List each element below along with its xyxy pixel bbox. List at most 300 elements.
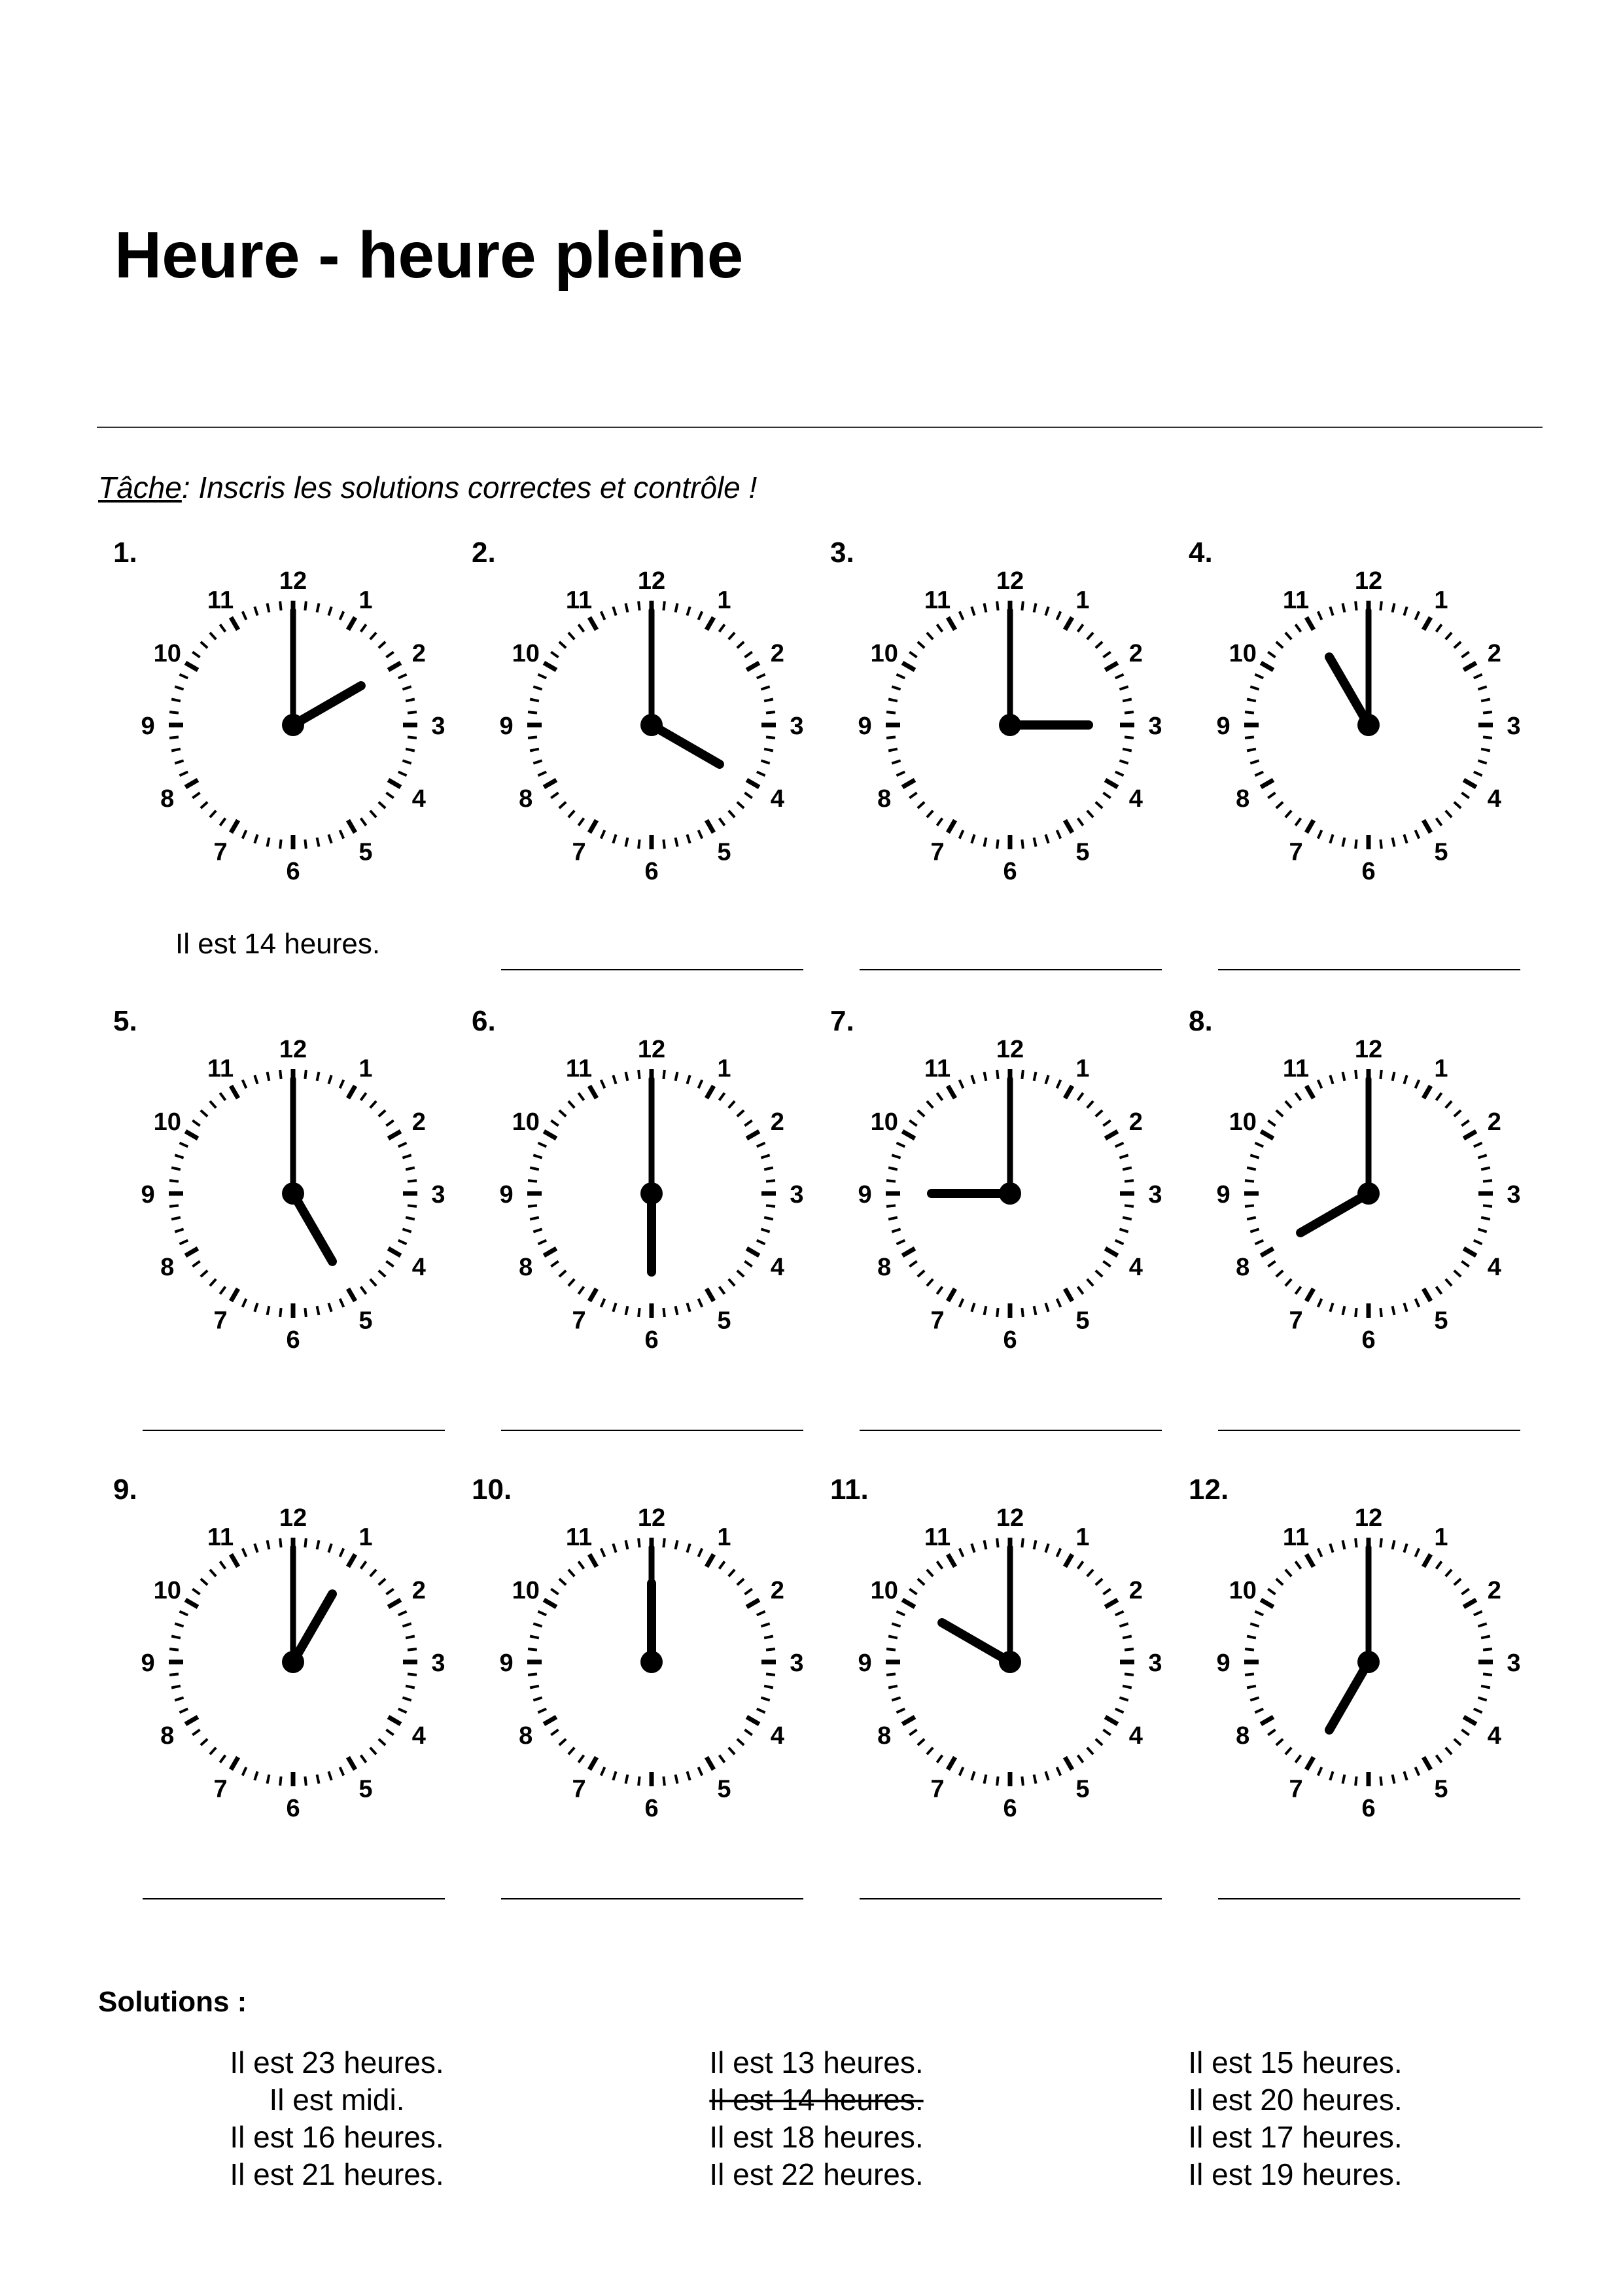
clock-hour-tick — [544, 1600, 556, 1607]
answer-line[interactable] — [1218, 1430, 1520, 1431]
clock-hour-tick — [1423, 1288, 1431, 1301]
clock-minute-tick — [1343, 838, 1345, 847]
clock-minute-tick — [960, 1548, 964, 1557]
answer-line[interactable] — [860, 1898, 1162, 1899]
clock-hour-tick — [231, 1554, 238, 1566]
clock-minute-tick — [568, 811, 574, 817]
clock-minute-tick — [1045, 1771, 1048, 1780]
clock-minute-tick — [937, 624, 942, 631]
clock-minute-tick — [892, 1155, 900, 1157]
clock-minute-tick — [1474, 675, 1482, 679]
clock-minute-tick — [379, 802, 385, 808]
clock-minute-tick — [254, 1075, 257, 1084]
clock-minute-tick — [601, 830, 605, 839]
clock-hour-tick — [185, 1248, 198, 1256]
clock-face — [143, 1498, 444, 1826]
clock-minute-tick — [1343, 603, 1345, 612]
clock-hour-tick — [948, 617, 955, 629]
clock-hour-tick — [1261, 780, 1273, 787]
clock-minute-tick — [626, 1072, 628, 1081]
clock-numeral: 11 — [1282, 1055, 1310, 1083]
clock-numeral: 9 — [141, 1650, 155, 1677]
clock-minute-tick — [1125, 1205, 1134, 1206]
clock-minute-tick — [1404, 834, 1406, 843]
clock-minute-tick — [551, 1729, 558, 1735]
clock-hour-tick — [1306, 1757, 1314, 1769]
clock-minute-tick — [971, 1771, 974, 1780]
clock-numeral: 8 — [160, 785, 175, 813]
clock-minute-tick — [578, 1093, 584, 1100]
clock-minute-tick — [210, 633, 216, 639]
clock-minute-tick — [379, 1579, 385, 1585]
clock-minute-tick — [737, 1110, 744, 1116]
clock-numeral: 1 — [1434, 1523, 1448, 1551]
clock-numeral: 11 — [565, 1523, 593, 1551]
clock-minute-tick — [340, 830, 344, 839]
clock-center — [282, 1651, 304, 1673]
clock-minute-tick — [1474, 1143, 1482, 1147]
clock-minute-tick — [370, 1570, 376, 1576]
clock-minute-tick — [398, 675, 407, 679]
clock-minute-tick — [559, 802, 566, 808]
clock-minute-tick — [171, 1636, 181, 1638]
clock-minute-tick — [243, 611, 247, 620]
clock-center — [1357, 714, 1380, 736]
clock-numeral: 12 — [996, 1036, 1024, 1063]
clock-minute-tick — [578, 1755, 584, 1762]
clock-minute-tick — [551, 1261, 558, 1266]
clock-minute-tick — [719, 1286, 724, 1294]
clock-minute-tick — [757, 772, 765, 776]
clock-minute-tick — [280, 601, 281, 610]
clock-minute-tick — [1057, 611, 1061, 620]
solution-item-used: Il est 14 heures. — [709, 2083, 924, 2117]
clock-hour-tick — [1065, 1086, 1072, 1098]
clock-minute-tick — [764, 1218, 773, 1220]
clock-numeral: 1 — [717, 586, 731, 614]
clock-numeral: 7 — [572, 1307, 586, 1335]
clock-numeral: 7 — [572, 1775, 586, 1803]
clock-minute-tick — [729, 633, 735, 639]
clock-minute-tick — [243, 1548, 247, 1557]
clock-minute-tick — [1247, 1686, 1256, 1688]
clock-minute-tick — [1250, 1155, 1259, 1157]
clock-minute-tick — [1404, 607, 1406, 615]
clock-minute-tick — [663, 1070, 664, 1079]
clock-minute-tick — [220, 1561, 225, 1568]
clock-minute-tick — [210, 1279, 216, 1286]
clock-numeral: 3 — [1507, 1181, 1521, 1209]
clock-minute-tick — [1103, 1589, 1110, 1594]
clock-minute-tick — [764, 1168, 773, 1170]
clock-minute-tick — [1416, 830, 1420, 839]
clock-hour-tick — [902, 1717, 915, 1724]
clock-numeral: 3 — [1148, 1650, 1162, 1677]
clock-numeral: 8 — [1236, 785, 1250, 813]
clock-numeral: 7 — [930, 838, 945, 866]
clock-minute-tick — [1077, 1286, 1083, 1294]
clock-minute-tick — [175, 760, 183, 763]
clock-numeral: 10 — [512, 640, 540, 667]
clock-minute-tick — [1478, 1155, 1486, 1157]
clock-numeral: 6 — [1003, 1326, 1017, 1354]
clock-minute-tick — [909, 1261, 916, 1266]
clock-minute-tick — [729, 1101, 735, 1108]
clock-minute-tick — [1285, 1279, 1291, 1286]
clock-hour-tick — [388, 1131, 400, 1139]
clock-hour-tick — [589, 1757, 597, 1769]
exercise-number: 7. — [830, 1005, 854, 1037]
clock-numeral: 11 — [924, 1523, 951, 1551]
clock-minute-tick — [687, 1303, 689, 1311]
answer-line[interactable] — [1218, 969, 1520, 970]
clock-hour-tick — [1463, 1600, 1476, 1607]
clock-hour-tick — [1423, 617, 1431, 629]
clock-minute-tick — [764, 749, 773, 751]
clock-minute-tick — [1295, 1561, 1300, 1568]
clock-minute-tick — [757, 1709, 765, 1713]
clock-minute-tick — [699, 1299, 703, 1307]
clock-minute-tick — [528, 1205, 537, 1206]
clock-minute-tick — [1393, 1072, 1395, 1081]
clock-minute-tick — [896, 675, 905, 679]
solution-item: Il est midi. — [269, 2083, 405, 2117]
clock-minute-tick — [1268, 1120, 1275, 1125]
clock-minute-tick — [761, 1697, 769, 1700]
clock-minute-tick — [1461, 792, 1469, 798]
clock-minute-tick — [1436, 1561, 1441, 1568]
clock-numeral: 8 — [160, 1254, 175, 1281]
clock-minute-tick — [1077, 1093, 1083, 1100]
solution-item: Il est 13 heures. — [709, 2045, 924, 2079]
clock-minute-tick — [613, 1075, 616, 1084]
clock-minute-tick — [1343, 1540, 1345, 1549]
clock-minute-tick — [398, 772, 407, 776]
clock-minute-tick — [220, 1093, 225, 1100]
clock-minute-tick — [1125, 712, 1134, 713]
clock-minute-tick — [1318, 1080, 1322, 1088]
clock-minute-tick — [533, 1229, 542, 1231]
exercise-2 — [455, 537, 804, 955]
clock-minute-tick — [317, 1540, 319, 1549]
clock-minute-tick — [971, 607, 974, 615]
clock-numeral: 12 — [996, 567, 1024, 595]
clock-minute-tick — [386, 1729, 393, 1735]
clock-minute-tick — [1295, 1093, 1300, 1100]
clock-numeral: 8 — [519, 1254, 533, 1281]
clock-hour-tick — [902, 780, 915, 787]
clock-minute-tick — [764, 699, 773, 701]
clock-minute-tick — [1481, 1686, 1490, 1688]
clock-hour-tick — [1105, 1600, 1117, 1607]
clock-hour-tick — [388, 1248, 400, 1256]
clock-minute-tick — [613, 607, 616, 615]
clock-minute-tick — [888, 749, 898, 751]
clock-minute-tick — [918, 1271, 924, 1277]
clock-numeral: 11 — [924, 1055, 951, 1083]
clock-numeral: 12 — [1354, 1036, 1383, 1063]
clock-minute-tick — [1247, 1168, 1256, 1170]
clock-minute-tick — [985, 1775, 986, 1784]
clock-minute-tick — [386, 1261, 393, 1266]
clock-minute-tick — [1474, 1709, 1482, 1713]
clock-minute-tick — [1436, 1286, 1441, 1294]
clock-minute-tick — [1454, 1579, 1461, 1585]
clock-minute-tick — [886, 1649, 896, 1650]
exercise-number: 5. — [113, 1005, 137, 1037]
clock-minute-tick — [340, 1548, 344, 1557]
clock-minute-tick — [1103, 1120, 1110, 1125]
clock-minute-tick — [613, 1544, 616, 1552]
clock-minute-tick — [909, 1120, 916, 1125]
answer-line[interactable] — [1218, 1898, 1520, 1899]
clock-minute-tick — [175, 1229, 183, 1231]
clock-minute-tick — [896, 1241, 905, 1245]
clock-hour-tick — [185, 663, 198, 670]
clock-minute-tick — [1276, 1579, 1283, 1585]
clock-minute-tick — [568, 1101, 574, 1108]
answer-line[interactable] — [501, 1430, 803, 1431]
answer-line[interactable] — [501, 969, 803, 970]
clock-numeral: 1 — [1434, 586, 1448, 614]
clock-minute-tick — [268, 603, 270, 612]
hour-hand — [293, 1193, 332, 1262]
clock-numeral: 11 — [565, 586, 593, 614]
clock-minute-tick — [909, 1729, 916, 1735]
clock-minute-tick — [568, 1570, 574, 1576]
clock-minute-tick — [1318, 830, 1322, 839]
clock-minute-tick — [737, 1271, 744, 1277]
hour-hand — [942, 1623, 1010, 1662]
clock-minute-tick — [210, 1748, 216, 1754]
clock-minute-tick — [328, 607, 331, 615]
clock-numeral: 9 — [141, 713, 155, 740]
clock-minute-tick — [530, 1168, 539, 1170]
clock-numeral: 10 — [153, 1108, 181, 1136]
clock-minute-tick — [1255, 675, 1263, 679]
clock-minute-tick — [937, 818, 942, 825]
clock-minute-tick — [626, 603, 628, 612]
clock-minute-tick — [1404, 1544, 1406, 1552]
answer-line[interactable] — [860, 1430, 1162, 1431]
clock-minute-tick — [960, 830, 964, 839]
clock-numeral: 6 — [1003, 858, 1017, 885]
clock-minute-tick — [1330, 1075, 1333, 1084]
clock-minute-tick — [528, 1649, 537, 1650]
clock-minute-tick — [1268, 792, 1275, 798]
clock-minute-tick — [744, 1261, 752, 1266]
clock-numeral: 12 — [637, 1504, 666, 1532]
clock-minute-tick — [892, 1697, 900, 1700]
clock-minute-tick — [888, 1636, 898, 1638]
clock-minute-tick — [757, 1143, 765, 1147]
clock-minute-tick — [1393, 603, 1395, 612]
clock-minute-tick — [578, 1561, 584, 1568]
clock-numeral: 4 — [770, 785, 784, 813]
clock-numeral: 2 — [770, 1108, 784, 1136]
clock-numeral: 12 — [279, 567, 307, 595]
clock-minute-tick — [1454, 1110, 1461, 1116]
clock-minute-tick — [386, 652, 393, 657]
clock-numeral: 5 — [717, 838, 731, 866]
clock-numeral: 5 — [1075, 1775, 1090, 1803]
hour-hand — [293, 686, 361, 725]
clock-minute-tick — [243, 1767, 247, 1776]
clock-minute-tick — [1123, 1686, 1132, 1688]
clock-hour-tick — [948, 1554, 955, 1566]
clock-hour-tick — [707, 1086, 714, 1098]
clock-minute-tick — [169, 1649, 179, 1650]
clock-minute-tick — [268, 1072, 270, 1081]
clock-numeral: 12 — [996, 1504, 1024, 1532]
exercise-12 — [1172, 1474, 1521, 1892]
answer-line[interactable] — [143, 1898, 445, 1899]
answer-line[interactable] — [860, 969, 1162, 970]
clock-numeral: 7 — [213, 1307, 228, 1335]
clock-hour-tick — [1105, 663, 1117, 670]
clock-minute-tick — [601, 1080, 605, 1088]
clock-minute-tick — [1119, 760, 1128, 763]
clock-minute-tick — [1087, 633, 1093, 639]
clock-minute-tick — [340, 611, 344, 620]
clock-numeral: 7 — [1289, 1307, 1303, 1335]
clock-minute-tick — [676, 1540, 678, 1549]
clock-minute-tick — [663, 1308, 664, 1317]
exercise-number: 9. — [113, 1474, 137, 1506]
clock-minute-tick — [909, 1589, 916, 1594]
clock-numeral: 5 — [1075, 838, 1090, 866]
clock-hour-tick — [1065, 617, 1072, 629]
clock-minute-tick — [1446, 633, 1452, 639]
clock-hour-tick — [1065, 820, 1072, 832]
clock-numeral: 2 — [1487, 1108, 1501, 1136]
clock-minute-tick — [538, 772, 546, 776]
clock-minute-tick — [1481, 749, 1490, 751]
clock-minute-tick — [1250, 1623, 1259, 1626]
clock-hour-tick — [1423, 1086, 1431, 1098]
clock-minute-tick — [1478, 1229, 1486, 1231]
clock-minute-tick — [559, 642, 566, 648]
clock-minute-tick — [1268, 1261, 1275, 1266]
clock-numeral: 6 — [286, 1795, 300, 1822]
clock-minute-tick — [1247, 699, 1256, 701]
clock-minute-tick — [179, 1143, 188, 1147]
clock-minute-tick — [328, 1771, 331, 1780]
clock-minute-tick — [243, 830, 247, 839]
clock-numeral: 10 — [1229, 1108, 1257, 1136]
clock-hour-tick — [388, 1717, 400, 1724]
clock-minute-tick — [370, 1748, 376, 1754]
clock-minute-tick — [328, 1544, 331, 1552]
clock-minute-tick — [971, 1303, 974, 1311]
clock-minute-tick — [1483, 1205, 1492, 1206]
clock-minute-tick — [1087, 1279, 1093, 1286]
clock-minute-tick — [676, 1072, 678, 1081]
clock-minute-tick — [1355, 1776, 1356, 1786]
clock-minute-tick — [896, 1709, 905, 1713]
clock-minute-tick — [538, 675, 546, 679]
clock-minute-tick — [179, 1612, 188, 1616]
clock-minute-tick — [171, 1686, 181, 1688]
clock-minute-tick — [578, 818, 584, 825]
clock-numeral: 2 — [411, 1108, 426, 1136]
clock-minute-tick — [192, 1589, 200, 1594]
answer-line[interactable] — [143, 1430, 445, 1431]
solution-item: Il est 15 heures. — [1188, 2045, 1403, 2079]
exercise-1 — [97, 537, 445, 960]
clock-hour-tick — [348, 1086, 355, 1098]
clock-minute-tick — [761, 686, 769, 689]
clock-minute-tick — [687, 1544, 689, 1552]
exercise-number: 1. — [113, 537, 137, 569]
clock-minute-tick — [533, 686, 542, 689]
answer-line[interactable] — [501, 1898, 803, 1899]
clock-numeral: 6 — [644, 1326, 659, 1354]
clock-minute-tick — [1057, 1080, 1061, 1088]
clock-numeral: 5 — [717, 1775, 731, 1803]
clock-minute-tick — [328, 1075, 331, 1084]
clock-minute-tick — [997, 1538, 998, 1547]
clock-minute-tick — [757, 1241, 765, 1245]
clock-minute-tick — [1276, 1110, 1283, 1116]
clock-minute-tick — [386, 792, 393, 798]
clock-minute-tick — [280, 839, 281, 849]
clock-numeral: 1 — [358, 1523, 373, 1551]
clock-minute-tick — [1045, 834, 1048, 843]
clock-minute-tick — [538, 1143, 546, 1147]
clock-minute-tick — [1481, 1636, 1490, 1638]
clock-minute-tick — [1077, 818, 1083, 825]
clock-numeral: 4 — [411, 1254, 426, 1281]
clock-numeral: 12 — [1354, 1504, 1383, 1532]
clock-hour-tick — [1261, 1131, 1273, 1139]
clock-numeral: 6 — [1361, 858, 1376, 885]
clock-minute-tick — [1096, 642, 1102, 648]
exercise-number: 12. — [1189, 1474, 1229, 1506]
clock-hour-tick — [707, 1554, 714, 1566]
clock-numeral: 10 — [1229, 1577, 1257, 1604]
clock-numeral: 4 — [770, 1722, 784, 1750]
clock-minute-tick — [530, 1218, 539, 1220]
clock-minute-tick — [370, 1101, 376, 1108]
clock-hour-tick — [544, 663, 556, 670]
clock-minute-tick — [379, 642, 385, 648]
clock-minute-tick — [1103, 1729, 1110, 1735]
clock-minute-tick — [937, 1755, 942, 1762]
clock-minute-tick — [896, 1612, 905, 1616]
clock-numeral: 9 — [1216, 713, 1230, 740]
clock-minute-tick — [892, 760, 900, 763]
clock-minute-tick — [663, 1538, 664, 1547]
clock-minute-tick — [1057, 830, 1061, 839]
clock-minute-tick — [1380, 1070, 1381, 1079]
clock-minute-tick — [179, 1241, 188, 1245]
clock-minute-tick — [280, 1538, 281, 1547]
clock-minute-tick — [171, 749, 181, 751]
clock-face — [1218, 1498, 1519, 1826]
clock-minute-tick — [997, 1308, 998, 1317]
clock-numeral: 5 — [358, 838, 373, 866]
clock-minute-tick — [1474, 1612, 1482, 1616]
clock-minute-tick — [1276, 642, 1283, 648]
clock-minute-tick — [1255, 1709, 1263, 1713]
hour-hand — [1329, 1662, 1369, 1730]
solution-item: Il est 20 heures. — [1188, 2083, 1403, 2117]
exercise-number: 4. — [1189, 537, 1213, 569]
clock-numeral: 1 — [717, 1523, 731, 1551]
clock-minute-tick — [408, 1205, 417, 1206]
clock-hour-tick — [348, 1288, 355, 1301]
